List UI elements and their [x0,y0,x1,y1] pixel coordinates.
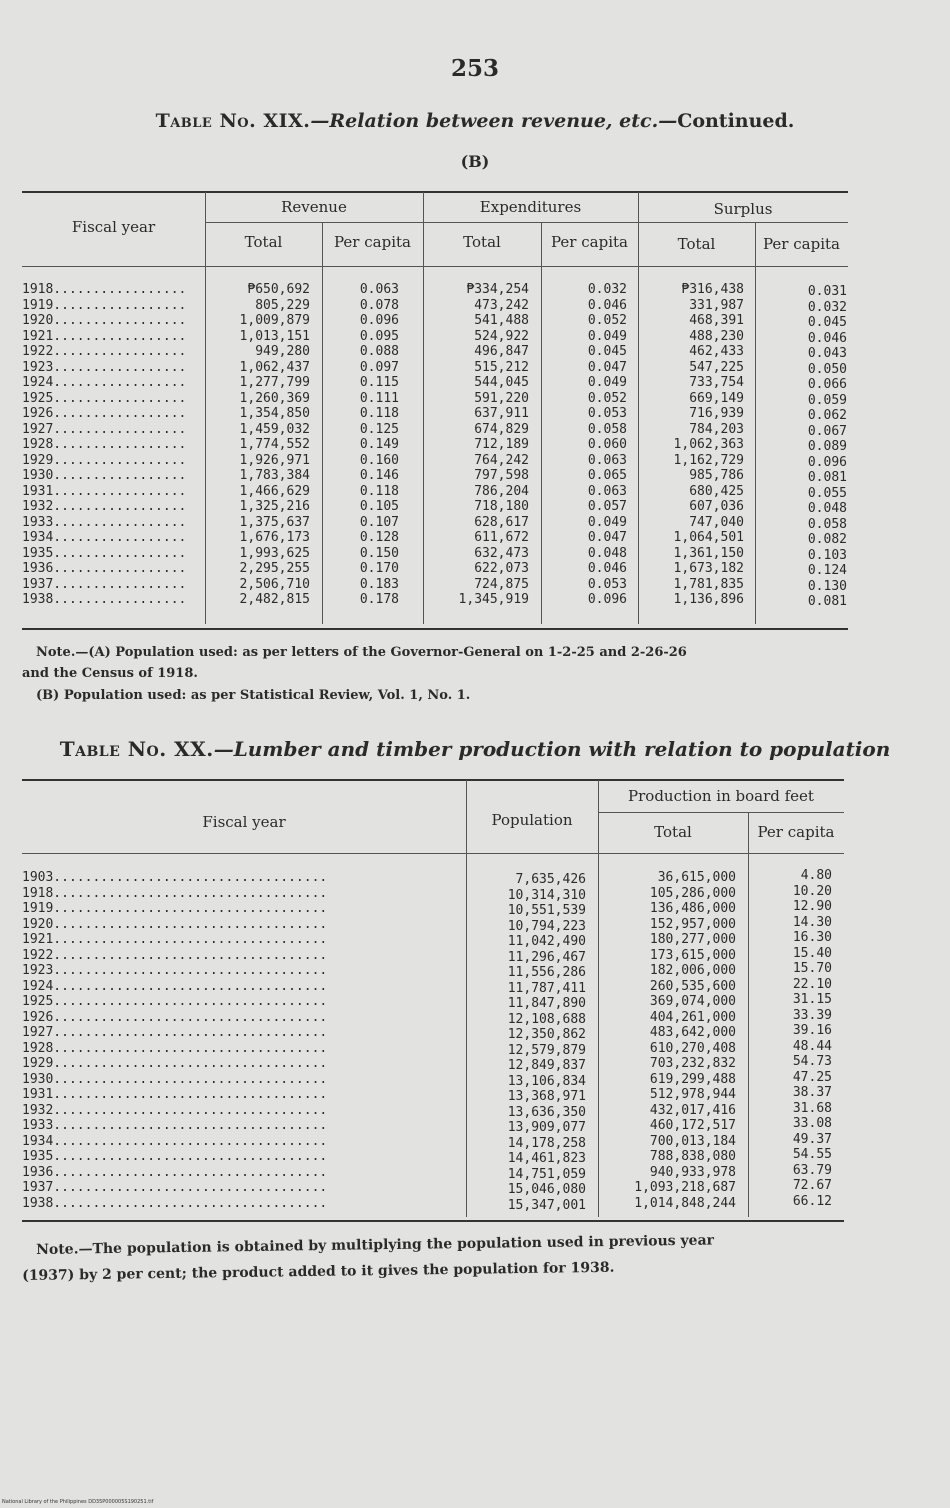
table19-revenue-total-column: ₱650,692 805,229 1,009,879 1,013,151 949,280 1,062,437 1,277,799 1,260,369 1,354,850 1,459,032 1,774,552 1,926,971 1,783,384 1,466,629 1,325,216 1,375,637 1,676,173 1,993,625 2,295,255 2,506,710 2,482,815 [239,282,310,607]
table19-note-a-continued: and the Census of 1918. [22,666,198,681]
table19-group-rule [423,222,638,223]
table19-caption-lead: Table No. XIX. [155,110,311,132]
table19-group-rule [638,222,848,223]
table20-fiscal-year-column: 1903................................... 1918................................... 1919................................... 1920................................... 1921................................... 1922................................... 1923................................... 1924................................... 1925................................... 1926................................... 1927................................... 1928................................... 1929................................... 1930................................... 1931................................... 1932................................... 1933................................... 1934................................... 1935................................... 1936................................... 1937................................... 1938................................... [22,870,328,1211]
table19-header-revenue-total: Total [244,233,283,251]
table20-header-fiscal-year: Fiscal year [202,813,286,831]
table20-note-line2: (1937) by 2 per cent; the product added to it gives the population for 1938. [22,1259,615,1284]
table19-expenditures-total-column: ₱334,254 473,242 541,488 524,922 496,847 515,212 544,045 591,220 637,911 674,829 712,189 764,242 797,598 786,204 718,180 628,617 611,672 632,473 622,073 724,875 1,345,919 [458,282,529,607]
table20-header-production-per-capita: Per capita [757,823,835,841]
table19-revenue-per-capita-column: 0.063 0.078 0.096 0.095 0.088 0.097 0.115 0.111 0.118 0.125 0.149 0.160 0.146 0.118 0.105 0.107 0.128 0.150 0.170 0.183 0.178 [359,282,399,607]
table19-header-surplus: Surplus [713,200,773,218]
table19-caption [0,110,950,132]
table19-header-surplus-total: Total [677,235,716,253]
table20-group-rule [598,812,844,813]
table20-population-column: 7,635,426 10,314,310 10,551,539 10,794,223 11,042,490 11,296,467 11,556,286 11,787,411 11,847,890 12,108,688 12,350,862 12,579,879 12,849,837 13,106,834 13,368,971 13,636,350 13,909,077 14,178,258 14,461,823 14,751,059 15,046,080 15,347,001 [507,872,586,1213]
table20-caption-title: —Lumber and timber production with relation to population [213,737,891,761]
table19-group-rule [205,222,423,223]
table20-header-production: Production in board feet [628,787,814,805]
table19-header-revenue-per-capita: Per capita [334,233,411,251]
table19-bottom-rule [22,628,848,630]
table19-header-expenditures-per-capita: Per capita [551,233,628,251]
table20-top-rule [22,779,844,781]
table19-caption-title: —Relation between revenue, etc.— [310,110,678,132]
table20-production-total-column: 36,615,000 105,286,000 136,486,000 152,957,000 180,277,000 173,615,000 182,006,000 260,535,600 369,074,000 404,261,000 483,642,000 610,270,408 703,232,832 619,299,488 512,978,944 432,017,416 460,172,517 700,013,184 788,838,080 940,933,978 1,093,218,687 1,014,848,244 [634,870,736,1211]
table19-top-rule [22,191,848,193]
table20-production-per-capita-column: 4.80 10.20 12.90 14.30 16.30 15.40 15.70 22.10 31.15 33.39 39.16 48.44 54.73 47.25 38.37 31.68 33.08 49.37 54.55 63.79 72.67 66.12 [792,868,832,1209]
table19-header-revenue: Revenue [281,198,347,216]
table19-expenditures-per-capita-column: 0.032 0.046 0.052 0.049 0.045 0.047 0.049 0.052 0.053 0.058 0.060 0.063 0.065 0.063 0.057 0.049 0.047 0.048 0.046 0.053 0.096 [587,282,627,607]
table20-header-rule [22,853,844,854]
table19-subtitle: (B) [460,152,490,171]
table19-surplus-per-capita-column: 0.031 0.032 0.045 0.046 0.043 0.050 0.066 0.059 0.062 0.067 0.089 0.096 0.081 0.055 0.048 0.058 0.082 0.103 0.124 0.130 0.081 [807,284,847,609]
table19-caption-tail: Continued. [677,110,795,132]
table19-header-rule [22,266,848,267]
table19-header-fiscal-year: Fiscal year [71,218,156,236]
table19-header-surplus-per-capita: Per capita [763,235,840,253]
footer-source-label: National Library of the Philippines DD35P000005S190251.tif [2,1499,154,1505]
table20-bottom-rule [22,1220,844,1222]
page-number: 253 [450,55,499,82]
table20-header-production-total: Total [654,823,692,841]
table19-header-expenditures: Expenditures [479,198,582,216]
table20-caption [0,737,950,761]
table19-note-b: (B) Population used: as per Statistical Review, Vol. 1, No. 1. [36,688,471,703]
table20-note-line1: Note.—The population is obtained by multiplying the population used in previous year [36,1232,715,1258]
table19-header-expenditures-total: Total [463,233,501,251]
table20-header-population: Population [491,811,573,829]
table19-surplus-total-column: ₱316,438 331,987 468,391 488,230 462,433 547,225 733,754 669,149 716,939 784,203 1,062,363 1,162,729 985,786 680,425 607,036 747,040 1,064,501 1,361,150 1,673,182 1,781,835 1,136,896 [673,282,744,607]
table20-caption-lead: Table No. XX. [59,737,214,761]
table19-fiscal-year-column: 1918................. 1919................. 1920................. 1921................. 1922................. 1923................. 1924................. 1925................. 1926................. 1927................. 1928................. 1929................. 1930................. 1931................. 1932................. 1933................. 1934................. 1935................. 1936................. 1937................. 1938................. [22,282,187,607]
table19-note-a: Note.—(A) Population used: as per letters of the Governor-General on 1-2-25 and 2-26-26 [36,645,687,660]
